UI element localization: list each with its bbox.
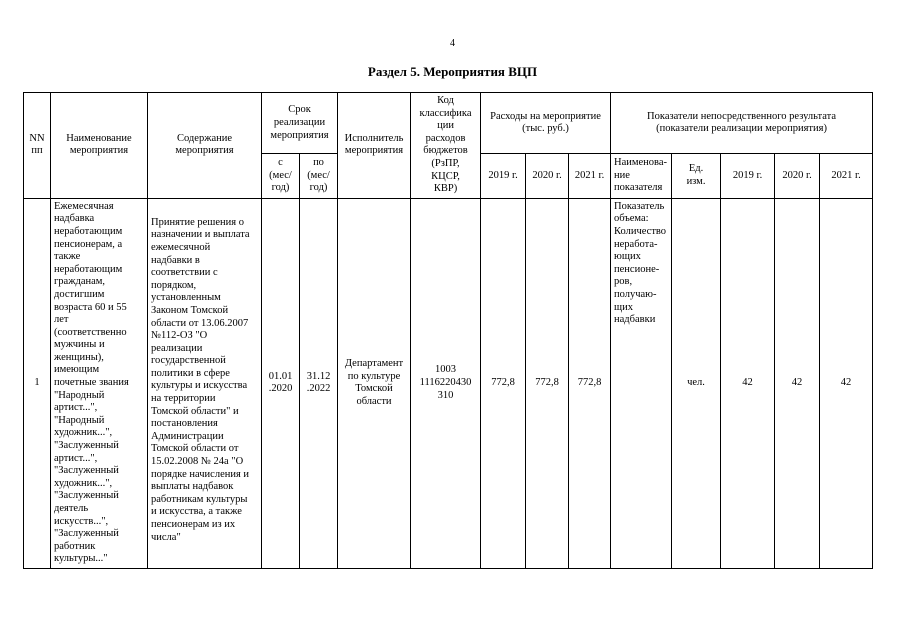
header-row-1 <box>24 93 873 154</box>
period-to: 31.12 .2022 <box>300 198 338 568</box>
expense-2020: 772,8 <box>526 198 569 568</box>
page-number: 4 <box>450 38 455 49</box>
header-period: Срок реализации мероприятия <box>262 93 338 154</box>
table-row <box>24 198 873 568</box>
header-code: Код классифика ции расходов бюджетов (РзПР, КЦСР, КВР) <box>411 93 481 199</box>
activity-name: Ежемесячная надбавка неработающим пенсионерам, а также неработающим гражданам, достигшим возраста 60 и 55 лет (соответственно мужчины и женщины), имеющим почетные звания "Народный артист...", "Народный художник...", "Заслуженный артист...", "Заслуженный художник...", "Заслуженный деятель искусств...", "Заслуженный работник культуры..." <box>51 198 148 568</box>
header-indicator-2019: 2019 г. <box>721 154 775 198</box>
indicator-2021: 42 <box>820 198 873 568</box>
header-expenses: Расходы на мероприятие (тыс. руб.) <box>481 93 611 154</box>
period-from: 01.01 .2020 <box>262 198 300 568</box>
header-expense-2020: 2020 г. <box>526 154 569 198</box>
header-indicators: Показатели непосредственного результата (показатели реализации мероприятия) <box>611 93 873 154</box>
header-unit: Ед. изм. <box>672 154 721 198</box>
indicator-2020: 42 <box>775 198 820 568</box>
header-period-to: по (мес/ год) <box>300 154 338 198</box>
activity-content: Принятие решения о назначении и выплата ежемесячной надбавки в соответствии с порядком, установленным Законом Томской области от 13.06.2007 №112-ОЗ "О реализации государственной политики в сфере культуры и искусства на территории Томской области" и постановления Администрации Томской области от 15.02.2008 № 24а "О порядке начисления и выплаты надбавок работникам культуры и искусства, а также пенсионерам из их числа" <box>148 198 262 568</box>
header-indicator-name: Наименова- ние показателя <box>611 154 672 198</box>
header-period-from: с (мес/ год) <box>262 154 300 198</box>
section-title: Раздел 5. Мероприятия ВЦП <box>367 64 538 79</box>
indicator-unit: чел. <box>672 198 721 568</box>
header-content: Содержание мероприятия <box>148 93 262 199</box>
header-indicator-2021: 2021 г. <box>820 154 873 198</box>
budget-code: 1003 1116220430 310 <box>411 198 481 568</box>
header-name: Наименование мероприятия <box>51 93 148 199</box>
executor: Департамент по культуре Томской области <box>338 198 411 568</box>
activities-table <box>23 92 873 569</box>
header-executor: Исполнитель мероприятия <box>338 93 411 199</box>
header-expense-2019: 2019 г. <box>481 154 526 198</box>
expense-2021: 772,8 <box>569 198 611 568</box>
expense-2019: 772,8 <box>481 198 526 568</box>
row-number: 1 <box>24 198 51 568</box>
indicator-2019: 42 <box>721 198 775 568</box>
header-expense-2021: 2021 г. <box>569 154 611 198</box>
header-indicator-2020: 2020 г. <box>775 154 820 198</box>
header-nn: NN пп <box>24 93 51 199</box>
indicator-name: Показатель объема: Количество неработа- ющих пенсионе- ров, получаю- щих надбавки <box>611 198 672 568</box>
